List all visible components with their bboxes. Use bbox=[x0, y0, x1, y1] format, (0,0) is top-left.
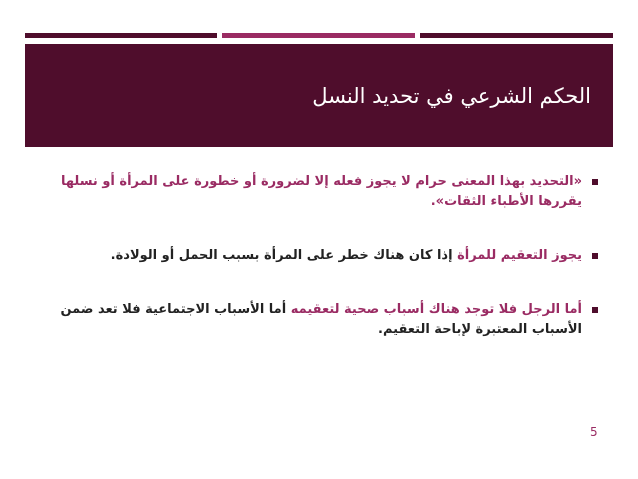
top-accent-bar-right bbox=[420, 33, 613, 38]
title-banner bbox=[25, 44, 613, 147]
bullet-item-1 bbox=[40, 172, 598, 212]
bullet-3-highlight: أما الرجل فلا توجد هناك أسباب صحية لتعقيمه bbox=[290, 302, 582, 317]
bullet-2-highlight: يجوز التعقيم للمرأة bbox=[457, 248, 582, 263]
bullet-list bbox=[40, 172, 598, 374]
top-accent-bar-middle bbox=[222, 33, 415, 38]
page-number: 5 bbox=[590, 425, 598, 439]
bullet-item-2 bbox=[40, 246, 598, 266]
top-accent-bar-left bbox=[25, 33, 217, 38]
bullet-1-highlight: «التحديد بهذا المعنى حرام لا يجوز فعله إلا لضرورة أو خطورة على المرأة أو نسلها يقررها الأطباء الثقات». bbox=[60, 174, 582, 209]
bullet-3-text: أما الأسباب الاجتماعية فلا تعد ضمن الأسباب المعتبرة لإباحة التعقيم. bbox=[60, 302, 582, 337]
bullet-item-3 bbox=[40, 300, 598, 340]
bullet-2-text: إذا كان هناك خطر على المرأة بسبب الحمل أو الولادة. bbox=[110, 248, 458, 263]
slide-title: الحكم الشرعي في تحديد النسل bbox=[312, 84, 591, 108]
